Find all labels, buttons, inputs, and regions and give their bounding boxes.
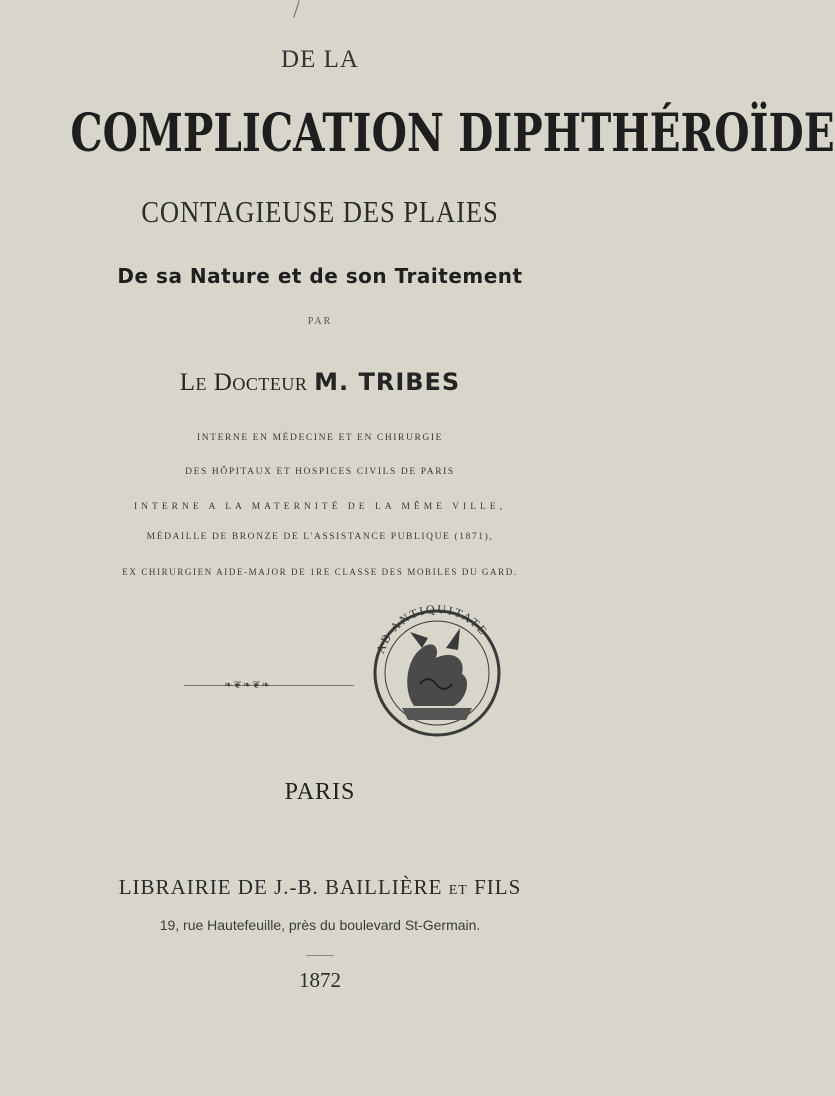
credential-line: MÉDAILLE DE BRONZE DE L'ASSISTANCE PUBLIQUE (1871),	[146, 532, 494, 542]
author-line	[0, 368, 640, 397]
imprint-city: PARIS	[284, 779, 356, 805]
publisher-name: LIBRAIRIE DE J.-B. BAILLIÈRE	[118, 875, 443, 899]
imprint-address: 19, rue Hautefeuille, près du boulevard St-Germain.	[159, 917, 481, 933]
author-par: PAR	[307, 316, 333, 327]
credential-line: INTERNE EN MÉDECINE ET EN CHIRURGIE	[196, 433, 444, 443]
credential-line: INTERNE A LA MATERNITÉ DE LA MÊME VILLE,	[134, 502, 506, 512]
publisher-et: ET	[448, 883, 468, 898]
short-divider	[306, 955, 334, 956]
credential-line: EX CHIRURGIEN AIDE-MAJOR DE 1RE CLASSE DES MOBILES DU GARD.	[122, 567, 518, 577]
publisher-fils: FILS	[474, 875, 522, 899]
imprint-publisher	[0, 875, 640, 900]
main-title: COMPLICATION DIPHTHÉROÏDE	[70, 103, 835, 164]
page-mark	[293, 0, 300, 17]
imprint-year: 1872	[299, 968, 341, 992]
author-name: M. TRIBES	[314, 368, 461, 396]
publisher-emblem-icon	[362, 588, 512, 768]
tagline: De sa Nature et de son Traitement	[117, 264, 523, 288]
title-preposition: DE LA	[281, 46, 359, 73]
emblem-motto: AB ANTIQUITATE	[373, 601, 491, 656]
subtitle: CONTAGIEUSE DES PLAIES	[141, 194, 499, 229]
credential-line: DES HÔPITAUX ET HOSPICES CIVILS DE PARIS	[185, 467, 455, 477]
author-prefix: Le Docteur	[179, 369, 308, 396]
fleuron-ornament: ❧❦❧❦❧	[224, 680, 271, 691]
